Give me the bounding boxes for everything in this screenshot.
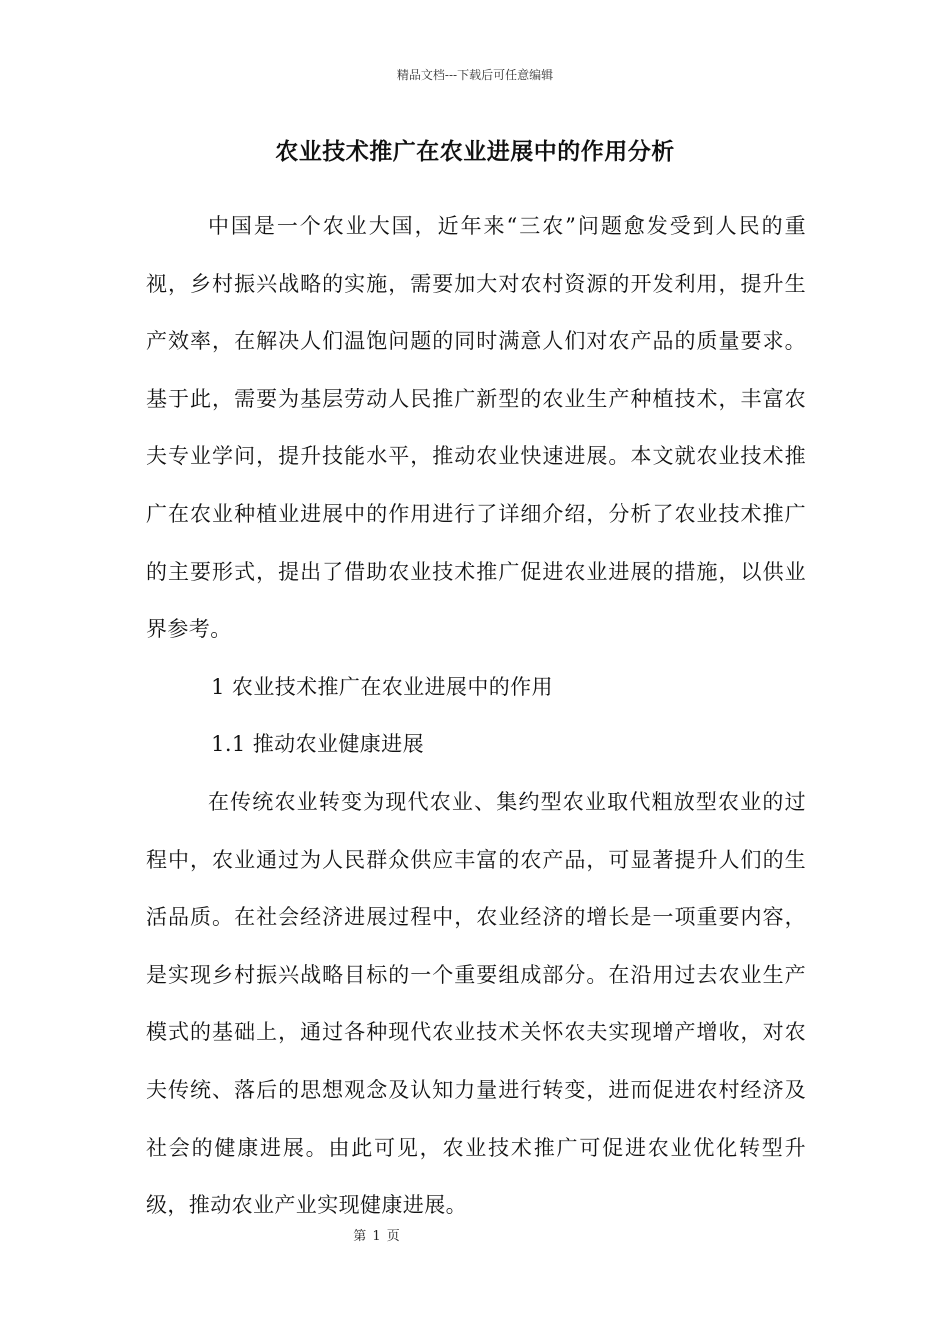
section-heading-1: 1 农业技术推广在农业进展中的作用 — [211, 674, 553, 699]
subsection-heading-1-1: 1.1 推动农业健康进展 — [211, 732, 424, 757]
page-header: 精品文档---下载后可任意编辑 — [396, 68, 554, 82]
section-paragraph: 在传统农业转变为现代农业、集约型农业取代粗放型农业的过程中，农业通过为人民群众供应丰富的农产品，可显著提升人们的生活品质。在社会经济进展过程中，农业经济的增长是一项重要内容，是实现乡村振兴战略目标的一个重要组成部分。在沿用过去农业生产模式的基础上，通过各种现代农业技术关怀农夫实现增产增收，对农夫传统、落后的思想观念及认知力量进行转变，进而促进农村经济及社会的健康进展。由此可见，农业技术推广可促进农业优化转型升级，推动农业产业实现健康进展。 — [146, 789, 806, 1218]
page-number: 第 1 页 — [353, 1229, 401, 1244]
document-body — [146, 198, 806, 1235]
document-title: 农业技术推广在农业进展中的作用分析 — [275, 138, 675, 165]
intro-paragraph: 中国是一个农业大国，近年来“三农”问题愈发受到人民的重视，乡村振兴战略的实施，需要加大对农村资源的开发利用，提升生产效率，在解决人们温饱问题的同时满意人们对农产品的质量要求。基于此，需要为基层劳动人民推广新型的农业生产种植技术，丰富农夫专业学问，提升技能水平，推动农业快速进展。本文就农业技术推广在农业种植业进展中的作用进行了详细介绍，分析了农业技术推广的主要形式，提出了借助农业技术推广促进农业进展的措施，以供业界参考。 — [146, 214, 806, 642]
